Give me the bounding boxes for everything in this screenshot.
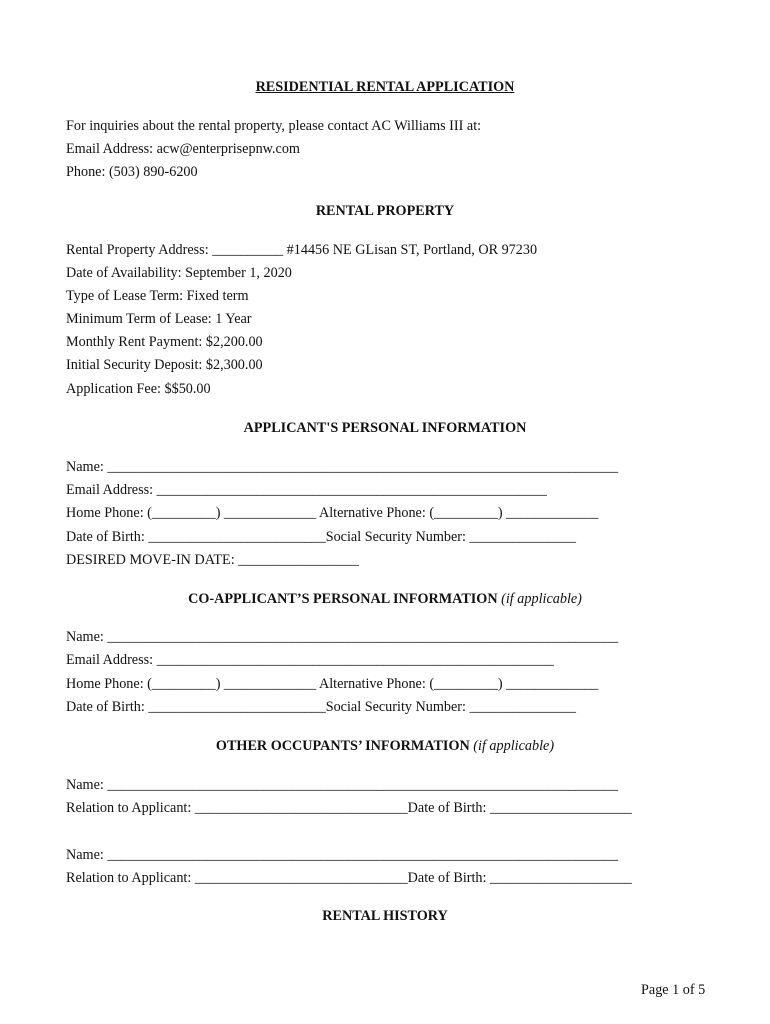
- section-heading-rental-property: RENTAL PROPERTY: [315, 203, 455, 219]
- applicant-name-field[interactable]: Name: ________________________________________________________________________: [66, 459, 619, 475]
- intro-line: For inquiries about the rental property, please contact AC Williams III at:: [66, 118, 482, 134]
- applicant-email-field[interactable]: Email Address: _______________________________________________________: [66, 482, 547, 498]
- section-heading-rental-history: RENTAL HISTORY: [322, 908, 448, 924]
- other-occupants-heading-note: (if applicable): [473, 738, 555, 754]
- co-applicant-name-field[interactable]: Name: ________________________________________________________________________: [66, 629, 619, 645]
- occupant-1-name-field[interactable]: Name: ________________________________________________________________________: [66, 777, 619, 793]
- applicant-dob-ssn-field[interactable]: Date of Birth: _________________________Social Security Number: _______________: [66, 529, 576, 545]
- occupant-2-relation-dob-field[interactable]: Relation to Applicant: ______________________________Date of Birth: ____________________: [66, 870, 632, 886]
- document-title: RESIDENTIAL RENTAL APPLICATION: [255, 79, 515, 95]
- occupant-1-relation-dob-field[interactable]: Relation to Applicant: ______________________________Date of Birth: ____________________: [66, 800, 632, 816]
- section-heading-co-applicant: [0, 590, 770, 608]
- applicant-phone-field[interactable]: Home Phone: (_________) _____________ Alternative Phone: (_________) _____________: [66, 505, 599, 521]
- property-address-line: Rental Property Address: __________ #14456 NE GLisan ST, Portland, OR 97230: [66, 242, 538, 258]
- other-occupants-heading-text: OTHER OCCUPANTS’ INFORMATION: [215, 738, 470, 754]
- intro-email-line: Email Address: acw@enterprisepnw.com: [66, 141, 300, 157]
- co-applicant-email-field[interactable]: Email Address: ________________________________________________________: [66, 652, 554, 668]
- co-applicant-heading-text: CO-APPLICANT’S PERSONAL INFORMATION: [188, 591, 498, 607]
- availability-line: Date of Availability: September 1, 2020: [66, 265, 292, 281]
- page-number: Page 1 of 5: [641, 982, 706, 998]
- monthly-rent-line: Monthly Rent Payment: $2,200.00: [66, 334, 263, 350]
- move-in-date-field[interactable]: DESIRED MOVE-IN DATE: _________________: [66, 552, 359, 568]
- co-applicant-heading-note: (if applicable): [501, 591, 582, 607]
- co-applicant-phone-field[interactable]: Home Phone: (_________) _____________ Alternative Phone: (_________) _____________: [66, 676, 599, 692]
- lease-term-line: Type of Lease Term: Fixed term: [66, 288, 249, 304]
- occupant-2-name-field[interactable]: Name: ________________________________________________________________________: [66, 847, 619, 863]
- application-fee-line: Application Fee: $$50.00: [66, 381, 211, 397]
- security-deposit-line: Initial Security Deposit: $2,300.00: [66, 357, 263, 373]
- section-heading-applicant: APPLICANT'S PERSONAL INFORMATION: [243, 420, 527, 436]
- intro-phone-line: Phone: (503) 890-6200: [66, 164, 198, 180]
- section-heading-other-occupants: [0, 737, 770, 755]
- co-applicant-dob-ssn-field[interactable]: Date of Birth: _________________________Social Security Number: _______________: [66, 699, 576, 715]
- minimum-term-line: Minimum Term of Lease: 1 Year: [66, 311, 252, 327]
